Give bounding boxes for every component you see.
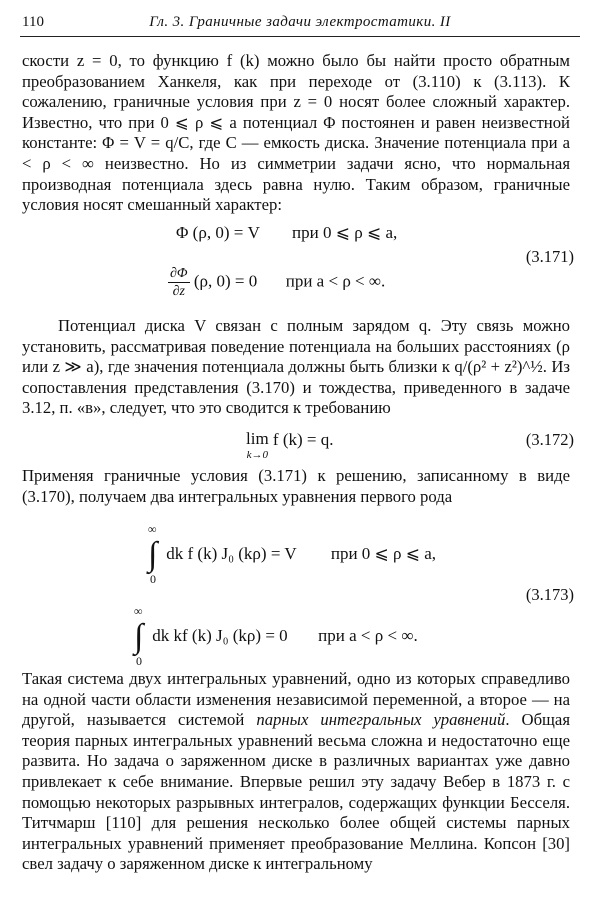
eq171-lhs1: Φ (ρ, 0) = V — [176, 223, 260, 242]
lim-subscript: k→0 — [246, 449, 269, 461]
eq171-cond2: при a < ρ < ∞. — [285, 271, 386, 291]
paragraph-1: скости z = 0, то функцию f (k) можно было бы найти просто обратным преобразованием Ханкеля, как при переходе от (3.110) к (3.113). К сожалению, граничные условия при z = 0 носят более сложный характер. Известно, что при 0 ⩽ ρ ⩽ a потенциал Φ постоянен и равен неизвестной константе: Φ = V = q/C, где C — емкость диска. Значение потенциала при a < ρ < ∞ неизвестно. Но из симметрии задачи ясно, что нормальная производная потенциала здесь равна нулю. Таким образом, граничные условия носят смешанный характер: — [22, 51, 570, 215]
partial-derivative-fraction — [168, 265, 190, 300]
integral-lower-limit: 0 — [136, 654, 142, 668]
eq173-cond1: при 0 ⩽ ρ ⩽ a, — [330, 543, 437, 563]
equation-3-171-line2 — [168, 265, 385, 300]
paragraph-2: Потенциал диска V связан с полным зарядом q. Эту связь можно установить, рассматривая поведение потенциала на больших расстояниях (ρ или z ≫ a), где значения потенциала должны быть близки к q/(ρ² + z²)^½. Из сопоставления представления (3.170) и тождества, приведенного в задаче 3.12, п. «в», следует, что это сводится к требованию — [22, 316, 570, 418]
paragraph-4-start: Такая система двух интегральных уравнений, одно из которых справедливо на одной части области изменения независимой переменной, а второе — на другой, называется системой — [22, 669, 570, 730]
paragraph-4 — [22, 669, 570, 875]
eq171-lhs2: (ρ, 0) = 0 — [193, 271, 258, 291]
equation-3-171-line1 — [176, 223, 397, 243]
equation-3-173-line1 — [148, 522, 437, 586]
equation-number-3-172: (3.172) — [525, 430, 574, 449]
equation-3-172 — [246, 430, 334, 464]
running-header — [20, 12, 580, 37]
equation-number-3-173: (3.173) — [525, 585, 574, 604]
limit-operator — [246, 430, 269, 464]
eq173-expr2: dk kf (k) J₀ (kρ) = 0 — [152, 625, 288, 645]
integral-upper-limit: ∞ — [134, 604, 143, 618]
eq171-cond1: при 0 ⩽ ρ ⩽ a, — [292, 223, 398, 242]
equation-3-173-line2 — [134, 604, 418, 668]
frac-numerator: ∂Φ — [170, 266, 188, 281]
integral-sign-2: ∞ ∫ 0 — [134, 604, 144, 668]
integral-sign-1: ∞ ∫ 0 — [148, 522, 158, 586]
paragraph-4-term: парных интегральных уравнений — [256, 710, 506, 730]
paragraph-4-end: . Общая теория парных интегральных уравнений весьма сложна и недостаточно еще развита. Но задача о заряженном диске в различных вариантах уже давно привлекает к себе внимание. Впервые решил эту задачу Вебер в 1873 г. с помощью некоторых разрывных интегралов, содержащих функции Бесселя. Титчмарш [110] для решения несколько более общей системы парных интегральных уравнений применяет преобразование Меллина. Копсон [30] свел задачу о заряженном диске к интегральному — [22, 710, 570, 874]
eq172-rhs: f (k) = q. — [272, 430, 334, 449]
frac-denominator: ∂z — [172, 284, 185, 299]
integral-lower-limit: 0 — [150, 572, 156, 586]
paragraph-3: Применяя граничные условия (3.171) к решению, записанному в виде (3.170), получаем два интегральных уравнения первого рода — [22, 466, 570, 506]
running-title: Гл. 3. Граничные задачи электростатики. II — [149, 14, 451, 30]
equation-number-3-171: (3.171) — [525, 247, 574, 266]
eq173-cond2: при a < ρ < ∞. — [318, 625, 418, 645]
lim-label: lim — [246, 429, 269, 448]
page-number: 110 — [22, 14, 44, 30]
eq173-expr1: dk f (k) J₀ (kρ) = V — [166, 543, 297, 563]
integral-upper-limit: ∞ — [148, 522, 157, 536]
